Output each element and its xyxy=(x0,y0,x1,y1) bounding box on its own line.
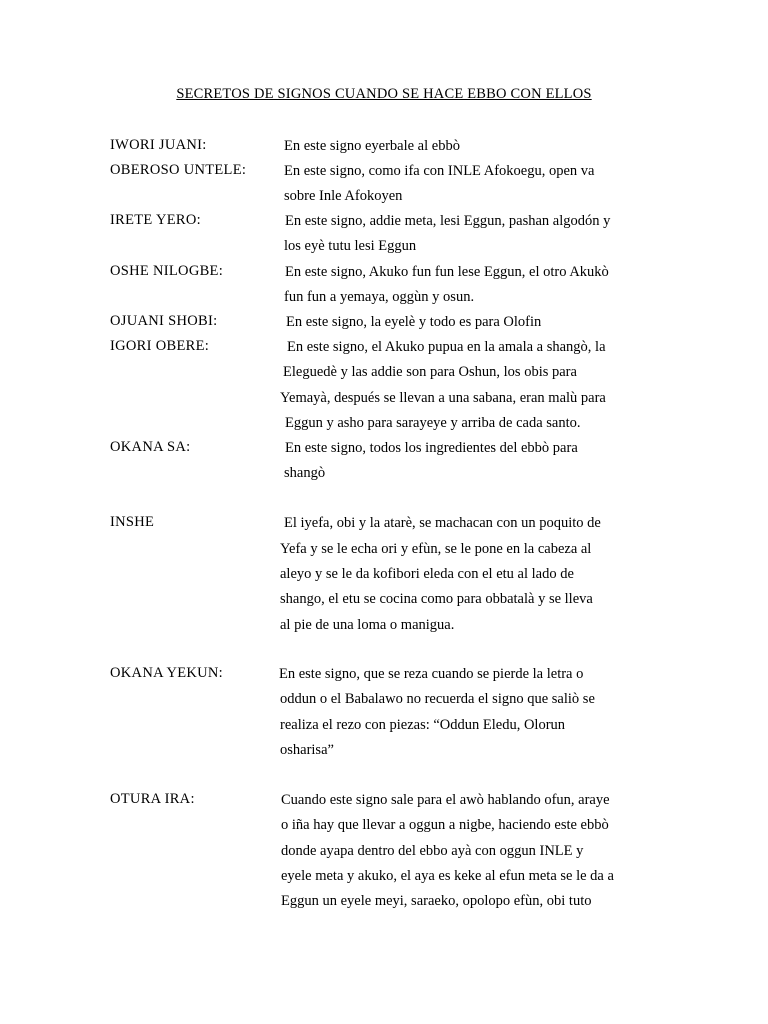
description-line: Yefa y se le echa ori y efùn, se le pone en la cabeza al xyxy=(280,541,592,557)
description-line: shango, el etu se cocina como para obbatalà y se lleva xyxy=(280,591,593,607)
description-line: Cuando este signo sale para el awò hablando ofun, araye xyxy=(281,792,610,808)
description-line: aleyo y se le da kofibori eleda con el etu al lado de xyxy=(280,566,574,582)
description-line: oddun o el Babalawo no recuerda el signo que saliò se xyxy=(280,691,595,707)
description-line: En este signo, la eyelè y todo es para Olofin xyxy=(286,314,542,330)
sign-name: IGORI OBERE: xyxy=(110,338,210,354)
description-line: o iña hay que llevar a oggun a nigbe, haciendo este ebbò xyxy=(281,817,609,833)
description-line: osharisa” xyxy=(280,742,334,758)
sign-name: OBEROSO UNTELE: xyxy=(110,162,247,178)
description-line: Yemayà, después se llevan a una sabana, eran malù para xyxy=(280,390,606,406)
description-line: eyele meta y akuko, el aya es keke al efun meta se le da a xyxy=(281,868,614,884)
description-line: En este signo, addie meta, lesi Eggun, pashan algodón y xyxy=(285,213,611,229)
sign-name: OKANA YEKUN: xyxy=(110,665,224,681)
sign-name: IRETE YERO: xyxy=(110,212,201,228)
sign-name: OJUANI SHOBI: xyxy=(110,313,218,329)
description-line: En este signo, como ifa con INLE Afokoegu, open va xyxy=(284,163,595,179)
sign-name: OTURA IRA: xyxy=(110,791,195,807)
description-line: Eleguedè y las addie son para Oshun, los obis para xyxy=(283,364,577,380)
description-line: fun fun a yemaya, oggùn y osun. xyxy=(284,289,475,305)
description-line: En este signo, el Akuko pupua en la amala a shangò, la xyxy=(287,339,606,355)
description-line: Eggun y asho para sarayeye y arriba de cada santo. xyxy=(285,415,581,431)
description-line: al pie de una loma o manigua. xyxy=(280,617,455,633)
description-line: El iyefa, obi y la atarè, se machacan con un poquito de xyxy=(284,515,601,531)
description-line: En este signo, Akuko fun fun lese Eggun, el otro Akukò xyxy=(285,264,609,280)
description-line: shangò xyxy=(284,465,326,481)
sign-name: OSHE NILOGBE: xyxy=(110,263,224,279)
description-line: sobre Inle Afokoyen xyxy=(284,188,403,204)
sign-name: OKANA SA: xyxy=(110,439,191,455)
description-line: Eggun un eyele meyi, saraeko, opolopo efùn, obi tuto xyxy=(281,893,592,909)
description-line: realiza el rezo con piezas: “Oddun Eledu, Olorun xyxy=(280,717,566,733)
sign-name: IWORI JUANI: xyxy=(110,137,207,153)
description-line: En este signo, que se reza cuando se pierde la letra o xyxy=(279,666,584,682)
description-line: los eyè tutu lesi Eggun xyxy=(284,238,417,254)
description-line: donde ayapa dentro del ebbo ayà con oggun INLE y xyxy=(281,843,584,859)
sign-name: INSHE xyxy=(110,514,155,530)
description-line: En este signo, todos los ingredientes del ebbò para xyxy=(285,440,578,456)
page-title: SECRETOS DE SIGNOS CUANDO SE HACE EBBO CON ELLOS xyxy=(176,86,592,102)
description-line: En este signo eyerbale al ebbò xyxy=(284,138,460,154)
